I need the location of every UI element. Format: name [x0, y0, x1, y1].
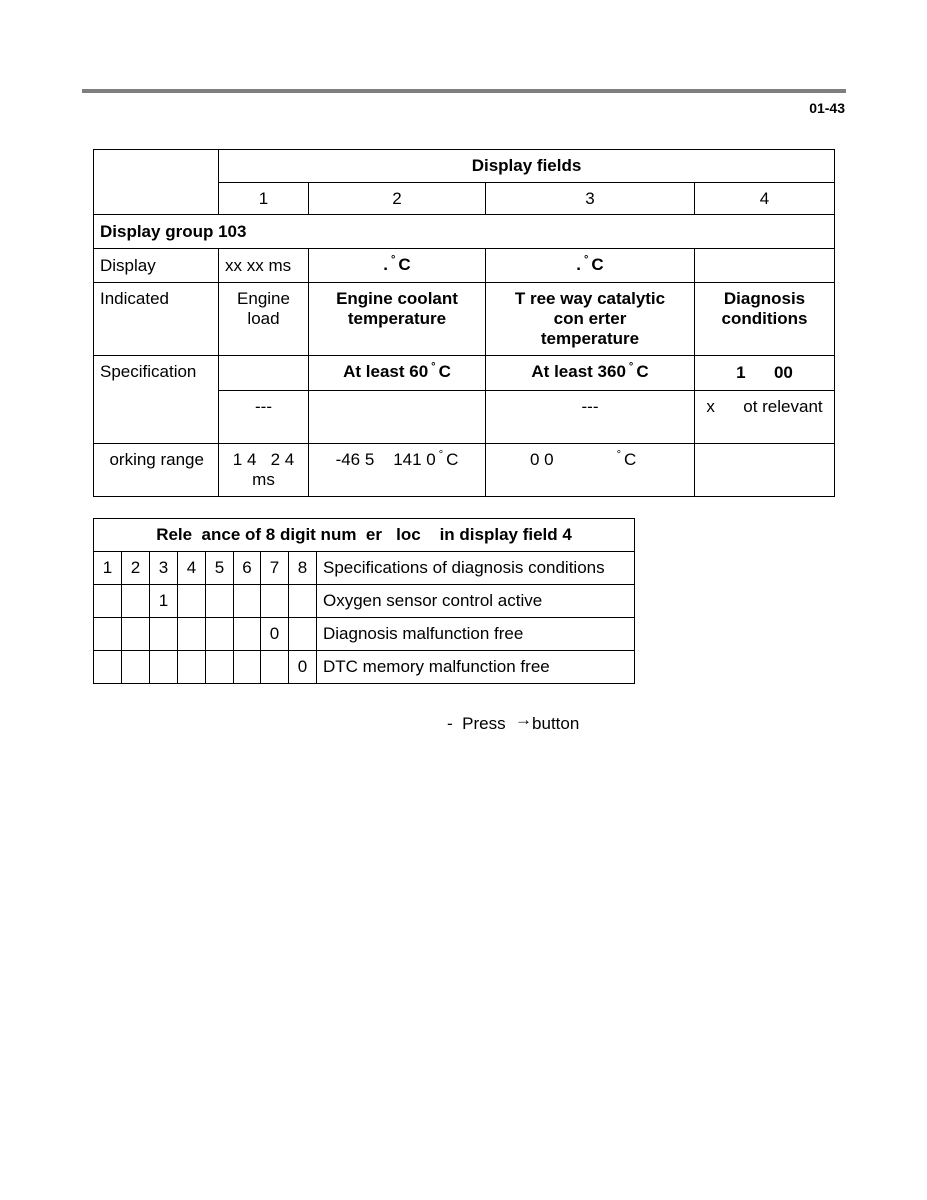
col-4-header: 4	[695, 183, 835, 215]
row2-digit-value: 0	[261, 618, 289, 651]
indicated-col-3: T ree way catalytic con erter temperature	[486, 283, 695, 356]
working-col-3: 0 0 ° C	[486, 444, 695, 497]
working-col-1: 1 4 2 4 ms	[219, 444, 309, 497]
display-col-3: . ° C	[486, 249, 695, 283]
spec2-col-3: ---	[486, 391, 695, 444]
digit-6: 6	[234, 552, 261, 585]
col-1-header: 1	[219, 183, 309, 215]
digit-1: 1	[94, 552, 122, 585]
row3-digit-value: 0	[289, 651, 317, 684]
digit-header-row	[94, 552, 635, 585]
working-col-2: -46 5 141 0 ° C	[309, 444, 486, 497]
digit-4: 4	[178, 552, 206, 585]
working-col-4	[695, 444, 835, 497]
page-number: 01-43	[809, 100, 845, 116]
display-fields-header: Display fields	[219, 150, 835, 183]
working-range-label: orking range	[94, 444, 219, 497]
relevance-title: Rele ance of 8 digit num er loc in display field 4	[94, 519, 635, 552]
arrow-right-icon: →	[515, 710, 533, 729]
relevance-table	[93, 518, 635, 684]
spec-col-2: At least 60 ° C	[309, 356, 486, 391]
specification-label: Specification	[94, 356, 219, 444]
display-group-table	[93, 149, 835, 497]
digit-8: 8	[289, 552, 317, 585]
spec2-col-2	[309, 391, 486, 444]
indicated-col-4: Diagnosis conditions	[695, 283, 835, 356]
press-instruction: - Press →button	[447, 710, 580, 733]
table-row	[94, 618, 635, 651]
table-row	[94, 585, 635, 618]
digit-7: 7	[261, 552, 289, 585]
spec-col-4: 1 00	[695, 356, 835, 391]
indicated-col-1: Engine load	[219, 283, 309, 356]
row1-digit-value: 1	[150, 585, 178, 618]
display-col-4	[695, 249, 835, 283]
spec2-col-1: ---	[219, 391, 309, 444]
col-2-header: 2	[309, 183, 486, 215]
display-group-title: Display group 103	[94, 215, 835, 249]
spec2-col-4: x ot relevant	[695, 391, 835, 444]
row2-desc: Diagnosis malfunction free	[317, 618, 635, 651]
col-3-header: 3	[486, 183, 695, 215]
indicated-label: Indicated	[94, 283, 219, 356]
digit-3: 3	[150, 552, 178, 585]
corner-cell	[94, 150, 219, 215]
display-label: Display	[94, 249, 219, 283]
spec-diag-header: Specifications of diagnosis conditions	[317, 552, 635, 585]
display-col-2: . ° C	[309, 249, 486, 283]
row1-desc: Oxygen sensor control active	[317, 585, 635, 618]
spec-col-1	[219, 356, 309, 391]
display-col-1: xx xx ms	[219, 249, 309, 283]
row3-desc: DTC memory malfunction free	[317, 651, 635, 684]
table-row	[94, 651, 635, 684]
top-rule	[82, 89, 846, 93]
digit-2: 2	[122, 552, 150, 585]
indicated-col-2: Engine coolant temperature	[309, 283, 486, 356]
spec-col-3: At least 360 ° C	[486, 356, 695, 391]
digit-5: 5	[206, 552, 234, 585]
